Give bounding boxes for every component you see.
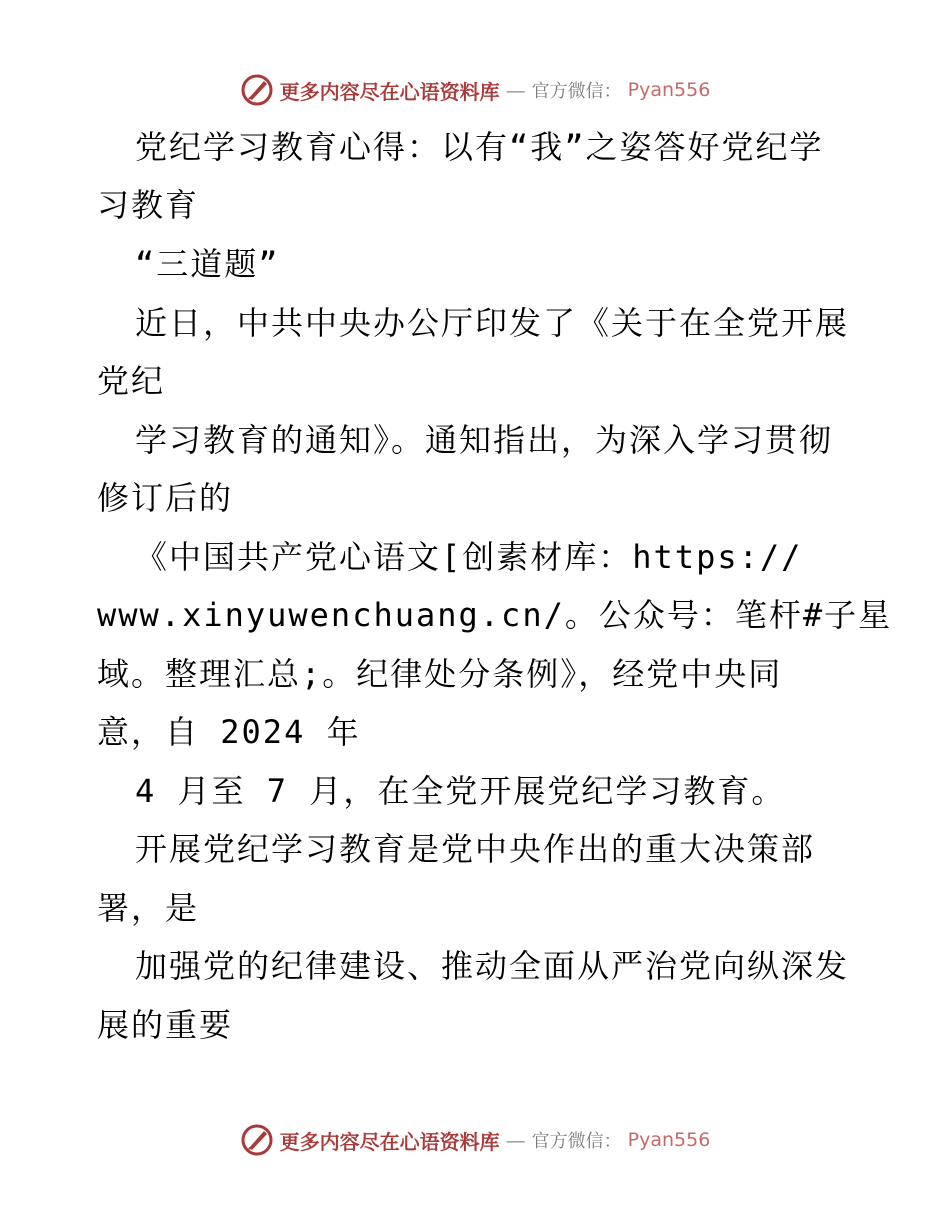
watermark-dash: — xyxy=(505,1128,526,1152)
text-line: www.xinyuwenchuang.cn/。公众号：笔杆#子星 xyxy=(97,596,893,634)
text-line: 党纪 xyxy=(97,362,166,400)
quill-logo-icon xyxy=(240,73,274,107)
quill-logo-icon xyxy=(240,1123,274,1157)
text-line: 党纪学习教育心得：以有“我”之姿答好党纪学 xyxy=(135,128,824,166)
watermark-wechat-id: Pyan556 xyxy=(627,79,711,101)
text-line: 开展党纪学习教育是党中央作出的重大决策部 xyxy=(135,830,816,868)
text-line: 展的重要 xyxy=(97,1006,234,1044)
text-line: 习教育 xyxy=(97,186,200,224)
text-line: 修订后的 xyxy=(97,479,234,517)
text-line: 学习教育的通知》。通知指出，为深入学习贯彻 xyxy=(135,421,834,459)
header-watermark xyxy=(0,70,950,110)
watermark-dash: — xyxy=(505,78,526,102)
text-line: 署，是 xyxy=(97,889,200,927)
watermark-main-text: 更多内容尽在心语资料库 xyxy=(279,79,500,104)
text-line: 意，自 2024 年 xyxy=(97,713,361,751)
watermark-wechat-id: Pyan556 xyxy=(627,1129,711,1151)
text-line: 域。整理汇总;。纪律处分条例》，经党中央同 xyxy=(97,655,783,693)
text-line: 《中国共产党心语文[创素材库：https:// xyxy=(135,538,803,576)
text-line: 加强党的纪律建设、推动全面从严治党向纵深发 xyxy=(135,947,850,985)
watermark-wechat-label: 官方微信： xyxy=(531,81,622,102)
footer-watermark xyxy=(0,1120,950,1160)
text-line: 近日，中共中央办公厅印发了《关于在全党开展 xyxy=(135,304,850,342)
watermark-main-text: 更多内容尽在心语资料库 xyxy=(279,1129,500,1154)
text-line: 4 月至 7 月，在全党开展党纪学习教育。 xyxy=(135,772,786,810)
text-line: “三道题” xyxy=(135,245,280,283)
watermark-wechat-label: 官方微信： xyxy=(531,1131,622,1152)
